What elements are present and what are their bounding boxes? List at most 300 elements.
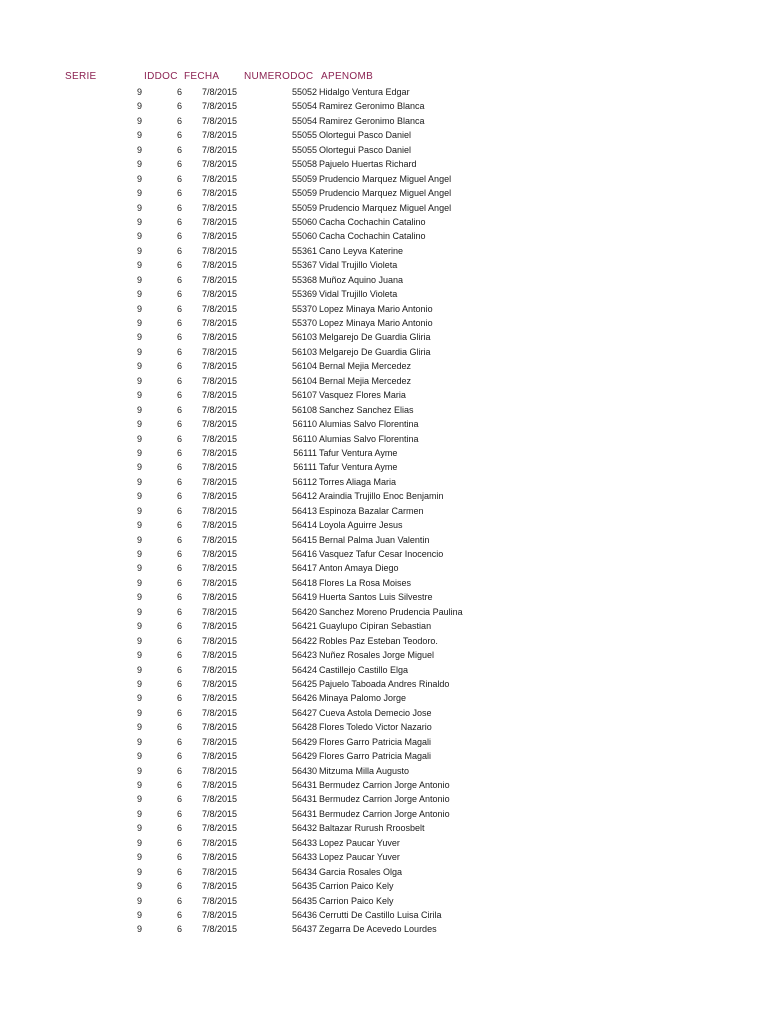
table-row <box>0 489 768 503</box>
cell-iddoc: 6 <box>176 202 182 213</box>
cell-apenomb: Anton Amaya Diego <box>319 563 399 574</box>
cell-iddoc: 6 <box>176 144 182 155</box>
cell-iddoc: 6 <box>176 693 182 704</box>
cell-iddoc: 6 <box>176 332 182 343</box>
table-row <box>0 273 768 287</box>
cell-serie: 9 <box>136 895 142 906</box>
cell-apenomb: Mitzuma Milla Augusto <box>319 765 410 776</box>
table-row <box>0 460 768 474</box>
cell-apenomb: Araindia Trujillo Enoc Benjamin <box>319 491 444 502</box>
table-row <box>0 836 768 850</box>
table-row <box>0 215 768 229</box>
cell-numerodoc: 56412 <box>291 491 317 502</box>
cell-numerodoc: 55055 <box>291 144 317 155</box>
cell-serie: 9 <box>136 260 142 271</box>
cell-serie: 9 <box>136 289 142 300</box>
cell-serie: 9 <box>136 881 142 892</box>
cell-iddoc: 6 <box>176 866 182 877</box>
cell-apenomb: Cerrutti De Castillo Luisa Cirila <box>319 909 442 920</box>
cell-fecha: 7/8/2015 <box>202 375 238 386</box>
cell-fecha: 7/8/2015 <box>202 505 238 516</box>
table-row <box>0 403 768 417</box>
cell-numerodoc: 56103 <box>291 332 317 343</box>
cell-fecha: 7/8/2015 <box>202 823 238 834</box>
table-row <box>0 258 768 272</box>
table-row <box>0 547 768 561</box>
cell-apenomb: Carrion Paico Kely <box>319 895 394 906</box>
cell-iddoc: 6 <box>176 188 182 199</box>
table-row <box>0 720 768 734</box>
table-row <box>0 128 768 142</box>
cell-serie: 9 <box>136 909 142 920</box>
cell-apenomb: Cueva Astola Demecio Jose <box>319 707 432 718</box>
cell-iddoc: 6 <box>176 404 182 415</box>
table-row <box>0 374 768 388</box>
cell-iddoc: 6 <box>176 491 182 502</box>
cell-fecha: 7/8/2015 <box>202 678 238 689</box>
cell-numerodoc: 55370 <box>291 303 317 314</box>
table-row <box>0 302 768 316</box>
cell-fecha: 7/8/2015 <box>202 216 238 227</box>
table-row <box>0 561 768 575</box>
cell-serie: 9 <box>136 231 142 242</box>
cell-apenomb: Alumias Salvo Florentina <box>319 419 419 430</box>
cell-fecha: 7/8/2015 <box>202 722 238 733</box>
cell-iddoc: 6 <box>176 794 182 805</box>
cell-fecha: 7/8/2015 <box>202 433 238 444</box>
cell-apenomb: Loyola Aguirre Jesus <box>319 520 403 531</box>
cell-numerodoc: 55368 <box>291 274 317 285</box>
cell-numerodoc: 56432 <box>291 823 317 834</box>
cell-fecha: 7/8/2015 <box>202 852 238 863</box>
cell-numerodoc: 56429 <box>291 751 317 762</box>
cell-iddoc: 6 <box>176 361 182 372</box>
cell-numerodoc: 55361 <box>291 245 317 256</box>
cell-fecha: 7/8/2015 <box>202 881 238 892</box>
cell-iddoc: 6 <box>176 115 182 126</box>
cell-fecha: 7/8/2015 <box>202 447 238 458</box>
cell-serie: 9 <box>136 173 142 184</box>
cell-iddoc: 6 <box>176 101 182 112</box>
cell-apenomb: Baltazar Rurush Rroosbelt <box>319 823 425 834</box>
cell-serie: 9 <box>136 823 142 834</box>
cell-fecha: 7/8/2015 <box>202 115 238 126</box>
table-row <box>0 172 768 186</box>
cell-fecha: 7/8/2015 <box>202 563 238 574</box>
cell-iddoc: 6 <box>176 462 182 473</box>
cell-iddoc: 6 <box>176 635 182 646</box>
cell-iddoc: 6 <box>176 852 182 863</box>
cell-fecha: 7/8/2015 <box>202 621 238 632</box>
cell-fecha: 7/8/2015 <box>202 664 238 675</box>
cell-fecha: 7/8/2015 <box>202 592 238 603</box>
cell-apenomb: Tafur Ventura Ayme <box>319 462 398 473</box>
cell-fecha: 7/8/2015 <box>202 318 238 328</box>
header-numerodoc: NUMERODOC <box>244 71 314 82</box>
cell-iddoc: 6 <box>176 375 182 386</box>
table-row <box>0 388 768 402</box>
cell-numerodoc: 55052 <box>291 87 317 97</box>
cell-apenomb: Tafur Ventura Ayme <box>319 447 398 458</box>
cell-serie: 9 <box>136 101 142 112</box>
cell-apenomb: Flores Garro Patricia Magali <box>319 736 432 747</box>
cell-fecha: 7/8/2015 <box>202 606 238 617</box>
cell-fecha: 7/8/2015 <box>202 245 238 256</box>
cell-fecha: 7/8/2015 <box>202 274 238 285</box>
cell-fecha: 7/8/2015 <box>202 924 238 935</box>
cell-iddoc: 6 <box>176 505 182 516</box>
cell-iddoc: 6 <box>176 664 182 675</box>
cell-fecha: 7/8/2015 <box>202 188 238 199</box>
cell-apenomb: Ramirez Geronimo Blanca <box>319 101 425 112</box>
cell-serie: 9 <box>136 505 142 516</box>
cell-fecha: 7/8/2015 <box>202 549 238 559</box>
cell-numerodoc: 56435 <box>291 895 317 906</box>
cell-iddoc: 6 <box>176 87 182 97</box>
cell-fecha: 7/8/2015 <box>202 419 238 430</box>
table-row <box>0 908 768 922</box>
cell-apenomb: Sanchez Sanchez Elias <box>319 404 414 415</box>
cell-iddoc: 6 <box>176 837 182 848</box>
cell-iddoc: 6 <box>176 606 182 617</box>
cell-numerodoc: 56434 <box>291 866 317 877</box>
cell-iddoc: 6 <box>176 823 182 834</box>
cell-iddoc: 6 <box>176 549 182 559</box>
cell-fecha: 7/8/2015 <box>202 491 238 502</box>
cell-numerodoc: 56414 <box>291 520 317 531</box>
cell-numerodoc: 56422 <box>291 635 317 646</box>
cell-serie: 9 <box>136 159 142 170</box>
cell-fecha: 7/8/2015 <box>202 289 238 300</box>
table-row <box>0 865 768 879</box>
cell-serie: 9 <box>136 433 142 444</box>
table-row <box>0 677 768 691</box>
table-row <box>0 504 768 518</box>
table-row <box>0 518 768 532</box>
cell-numerodoc: 56431 <box>291 794 317 805</box>
cell-numerodoc: 56108 <box>291 404 317 415</box>
cell-apenomb: Castillejo Castillo Elga <box>319 664 409 675</box>
cell-apenomb: Robles Paz Esteban Teodoro. <box>319 635 438 646</box>
table-row <box>0 735 768 749</box>
cell-apenomb: Vidal Trujillo Violeta <box>319 260 398 271</box>
cell-serie: 9 <box>136 866 142 877</box>
table-row <box>0 792 768 806</box>
cell-apenomb: Carrion Paico Kely <box>319 881 394 892</box>
cell-serie: 9 <box>136 303 142 314</box>
table-row <box>0 475 768 489</box>
cell-fecha: 7/8/2015 <box>202 534 238 545</box>
cell-numerodoc: 56421 <box>291 621 317 632</box>
cell-fecha: 7/8/2015 <box>202 751 238 762</box>
cell-numerodoc: 56416 <box>291 549 317 559</box>
cell-numerodoc: 56107 <box>291 390 317 401</box>
cell-fecha: 7/8/2015 <box>202 577 238 588</box>
cell-iddoc: 6 <box>176 419 182 430</box>
cell-serie: 9 <box>136 375 142 386</box>
cell-numerodoc: 56426 <box>291 693 317 704</box>
cell-apenomb: Bermudez Carrion Jorge Antonio <box>319 794 450 805</box>
cell-iddoc: 6 <box>176 650 182 661</box>
cell-iddoc: 6 <box>176 765 182 776</box>
table-row <box>0 807 768 821</box>
cell-serie: 9 <box>136 852 142 863</box>
cell-apenomb: Flores Garro Patricia Magali <box>319 751 432 762</box>
cell-iddoc: 6 <box>176 289 182 300</box>
table-row <box>0 590 768 604</box>
cell-apenomb: Bernal Palma Juan Valentin <box>319 534 430 545</box>
cell-numerodoc: 56420 <box>291 606 317 617</box>
cell-serie: 9 <box>136 780 142 790</box>
cell-fecha: 7/8/2015 <box>202 765 238 776</box>
cell-serie: 9 <box>136 534 142 545</box>
table-row <box>0 764 768 778</box>
cell-fecha: 7/8/2015 <box>202 866 238 877</box>
cell-serie: 9 <box>136 115 142 126</box>
cell-serie: 9 <box>136 549 142 559</box>
cell-fecha: 7/8/2015 <box>202 794 238 805</box>
cell-apenomb: Espinoza Bazalar Carmen <box>319 505 424 516</box>
cell-numerodoc: 55059 <box>291 202 317 213</box>
cell-iddoc: 6 <box>176 780 182 790</box>
cell-fecha: 7/8/2015 <box>202 693 238 704</box>
cell-apenomb: Vasquez Flores Maria <box>319 390 406 401</box>
cell-numerodoc: 56429 <box>291 736 317 747</box>
cell-numerodoc: 55369 <box>291 289 317 300</box>
cell-serie: 9 <box>136 144 142 155</box>
cell-numerodoc: 56111 <box>293 462 317 473</box>
table-row <box>0 229 768 243</box>
cell-numerodoc: 56112 <box>292 476 317 487</box>
cell-numerodoc: 56430 <box>291 765 317 776</box>
cell-apenomb: Flores Toledo Victor Nazario <box>319 722 432 733</box>
table-row <box>0 821 768 835</box>
cell-serie: 9 <box>136 577 142 588</box>
table-row <box>0 345 768 359</box>
cell-numerodoc: 56431 <box>291 808 317 819</box>
cell-iddoc: 6 <box>176 808 182 819</box>
table-row <box>0 359 768 373</box>
cell-apenomb: Muñoz Aquino Juana <box>319 274 404 285</box>
cell-serie: 9 <box>136 621 142 632</box>
table-row <box>0 186 768 200</box>
cell-apenomb: Hidalgo Ventura Edgar <box>319 87 410 97</box>
cell-apenomb: Cacha Cochachin Catalino <box>319 216 426 227</box>
table-row <box>0 850 768 864</box>
cell-iddoc: 6 <box>176 173 182 184</box>
cell-numerodoc: 55054 <box>291 101 317 112</box>
cell-iddoc: 6 <box>176 274 182 285</box>
table-row <box>0 287 768 301</box>
cell-numerodoc: 55059 <box>291 188 317 199</box>
cell-numerodoc: 56425 <box>291 678 317 689</box>
cell-serie: 9 <box>136 837 142 848</box>
cell-apenomb: Garcia Rosales Olga <box>319 866 403 877</box>
cell-serie: 9 <box>136 808 142 819</box>
cell-iddoc: 6 <box>176 231 182 242</box>
table-row <box>0 663 768 677</box>
cell-serie: 9 <box>136 87 142 97</box>
cell-fecha: 7/8/2015 <box>202 476 238 487</box>
cell-serie: 9 <box>136 707 142 718</box>
cell-numerodoc: 56433 <box>291 837 317 848</box>
cell-serie: 9 <box>136 592 142 603</box>
cell-serie: 9 <box>136 678 142 689</box>
cell-iddoc: 6 <box>176 736 182 747</box>
cell-apenomb: Melgarejo De Guardia Gliria <box>319 346 431 357</box>
cell-apenomb: Nuñez Rosales Jorge Miguel <box>319 650 435 661</box>
cell-apenomb: Bernal Mejia Mercedez <box>319 361 412 372</box>
cell-apenomb: Vasquez Tafur Cesar Inocencio <box>319 549 444 559</box>
cell-numerodoc: 56423 <box>291 650 317 661</box>
cell-apenomb: Bermudez Carrion Jorge Antonio <box>319 808 450 819</box>
cell-fecha: 7/8/2015 <box>202 87 238 97</box>
cell-serie: 9 <box>136 664 142 675</box>
cell-apenomb: Olortegui Pasco Daniel <box>319 130 412 141</box>
cell-serie: 9 <box>136 130 142 141</box>
cell-serie: 9 <box>136 563 142 574</box>
cell-numerodoc: 55060 <box>291 216 317 227</box>
cell-numerodoc: 56436 <box>291 909 317 920</box>
header-serie: SERIE <box>65 71 97 82</box>
table-row <box>0 648 768 662</box>
cell-serie: 9 <box>136 606 142 617</box>
cell-numerodoc: 56419 <box>291 592 317 603</box>
cell-fecha: 7/8/2015 <box>202 736 238 747</box>
table-row <box>0 634 768 648</box>
table-row <box>0 114 768 128</box>
cell-numerodoc: 55367 <box>291 260 317 271</box>
cell-numerodoc: 56424 <box>291 664 317 675</box>
cell-fecha: 7/8/2015 <box>202 808 238 819</box>
cell-serie: 9 <box>136 462 142 473</box>
header-iddoc: IDDOC <box>144 71 178 82</box>
cell-iddoc: 6 <box>176 260 182 271</box>
cell-apenomb: Lopez Paucar Yuver <box>319 852 400 863</box>
cell-numerodoc: 56417 <box>291 563 317 574</box>
cell-apenomb: Lopez Minaya Mario Antonio <box>319 318 433 328</box>
cell-serie: 9 <box>136 722 142 733</box>
cell-apenomb: Prudencio Marquez Miguel Angel <box>319 188 452 199</box>
cell-apenomb: Zegarra De Acevedo Lourdes <box>319 924 437 935</box>
cell-iddoc: 6 <box>176 216 182 227</box>
cell-iddoc: 6 <box>176 130 182 141</box>
cell-serie: 9 <box>136 216 142 227</box>
header-fecha: FECHA <box>184 71 220 82</box>
cell-iddoc: 6 <box>176 621 182 632</box>
cell-apenomb: Pajuelo Taboada Andres Rinaldo <box>319 678 450 689</box>
cell-numerodoc: 56433 <box>291 852 317 863</box>
cell-iddoc: 6 <box>176 476 182 487</box>
cell-serie: 9 <box>136 794 142 805</box>
cell-fecha: 7/8/2015 <box>202 159 238 170</box>
table-row <box>0 143 768 157</box>
table-row <box>0 201 768 215</box>
cell-serie: 9 <box>136 751 142 762</box>
cell-iddoc: 6 <box>176 346 182 357</box>
cell-apenomb: Prudencio Marquez Miguel Angel <box>319 173 452 184</box>
cell-numerodoc: 55054 <box>291 115 317 126</box>
cell-serie: 9 <box>136 202 142 213</box>
table-row <box>0 316 768 330</box>
cell-iddoc: 6 <box>176 534 182 545</box>
cell-numerodoc: 55058 <box>291 159 317 170</box>
cell-numerodoc: 56110 <box>292 433 317 444</box>
cell-fecha: 7/8/2015 <box>202 650 238 661</box>
cell-fecha: 7/8/2015 <box>202 404 238 415</box>
cell-numerodoc: 56428 <box>291 722 317 733</box>
cell-apenomb: Huerta Santos Luis Silvestre <box>319 592 433 603</box>
cell-iddoc: 6 <box>176 722 182 733</box>
table-row <box>0 879 768 893</box>
cell-iddoc: 6 <box>176 245 182 256</box>
cell-serie: 9 <box>136 346 142 357</box>
cell-iddoc: 6 <box>176 433 182 444</box>
cell-numerodoc: 56437 <box>291 924 317 935</box>
table-row <box>0 749 768 763</box>
cell-fecha: 7/8/2015 <box>202 635 238 646</box>
cell-serie: 9 <box>136 924 142 935</box>
cell-apenomb: Lopez Paucar Yuver <box>319 837 400 848</box>
cell-fecha: 7/8/2015 <box>202 260 238 271</box>
table-row <box>0 894 768 908</box>
table-body <box>0 85 768 937</box>
cell-numerodoc: 56111 <box>293 447 317 458</box>
cell-fecha: 7/8/2015 <box>202 144 238 155</box>
cell-fecha: 7/8/2015 <box>202 520 238 531</box>
cell-iddoc: 6 <box>176 909 182 920</box>
cell-apenomb: Ramirez Geronimo Blanca <box>319 115 425 126</box>
cell-apenomb: Torres Aliaga Maria <box>319 476 397 487</box>
table-row <box>0 706 768 720</box>
cell-fecha: 7/8/2015 <box>202 390 238 401</box>
cell-iddoc: 6 <box>176 751 182 762</box>
table-row <box>0 446 768 460</box>
cell-iddoc: 6 <box>176 303 182 314</box>
cell-serie: 9 <box>136 650 142 661</box>
cell-fecha: 7/8/2015 <box>202 332 238 343</box>
cell-fecha: 7/8/2015 <box>202 895 238 906</box>
cell-fecha: 7/8/2015 <box>202 346 238 357</box>
cell-apenomb: Cano Leyva Katerine <box>319 245 404 256</box>
table-row <box>0 533 768 547</box>
cell-apenomb: Alumias Salvo Florentina <box>319 433 419 444</box>
cell-apenomb: Pajuelo Huertas Richard <box>319 159 417 170</box>
table-row <box>0 576 768 590</box>
cell-iddoc: 6 <box>176 447 182 458</box>
cell-iddoc: 6 <box>176 577 182 588</box>
cell-iddoc: 6 <box>176 895 182 906</box>
cell-apenomb: Bernal Mejia Mercedez <box>319 375 412 386</box>
table-row <box>0 330 768 344</box>
cell-fecha: 7/8/2015 <box>202 173 238 184</box>
cell-numerodoc: 55060 <box>291 231 317 242</box>
cell-serie: 9 <box>136 765 142 776</box>
cell-fecha: 7/8/2015 <box>202 780 238 790</box>
table-row <box>0 922 768 936</box>
cell-numerodoc: 56110 <box>292 419 317 430</box>
cell-iddoc: 6 <box>176 924 182 935</box>
cell-serie: 9 <box>136 274 142 285</box>
table-row <box>0 244 768 258</box>
cell-iddoc: 6 <box>176 318 182 328</box>
table-row <box>0 85 768 99</box>
cell-iddoc: 6 <box>176 563 182 574</box>
cell-numerodoc: 56431 <box>291 780 317 790</box>
cell-iddoc: 6 <box>176 159 182 170</box>
cell-apenomb: Sanchez Moreno Prudencia Paulina <box>319 606 463 617</box>
cell-fecha: 7/8/2015 <box>202 707 238 718</box>
